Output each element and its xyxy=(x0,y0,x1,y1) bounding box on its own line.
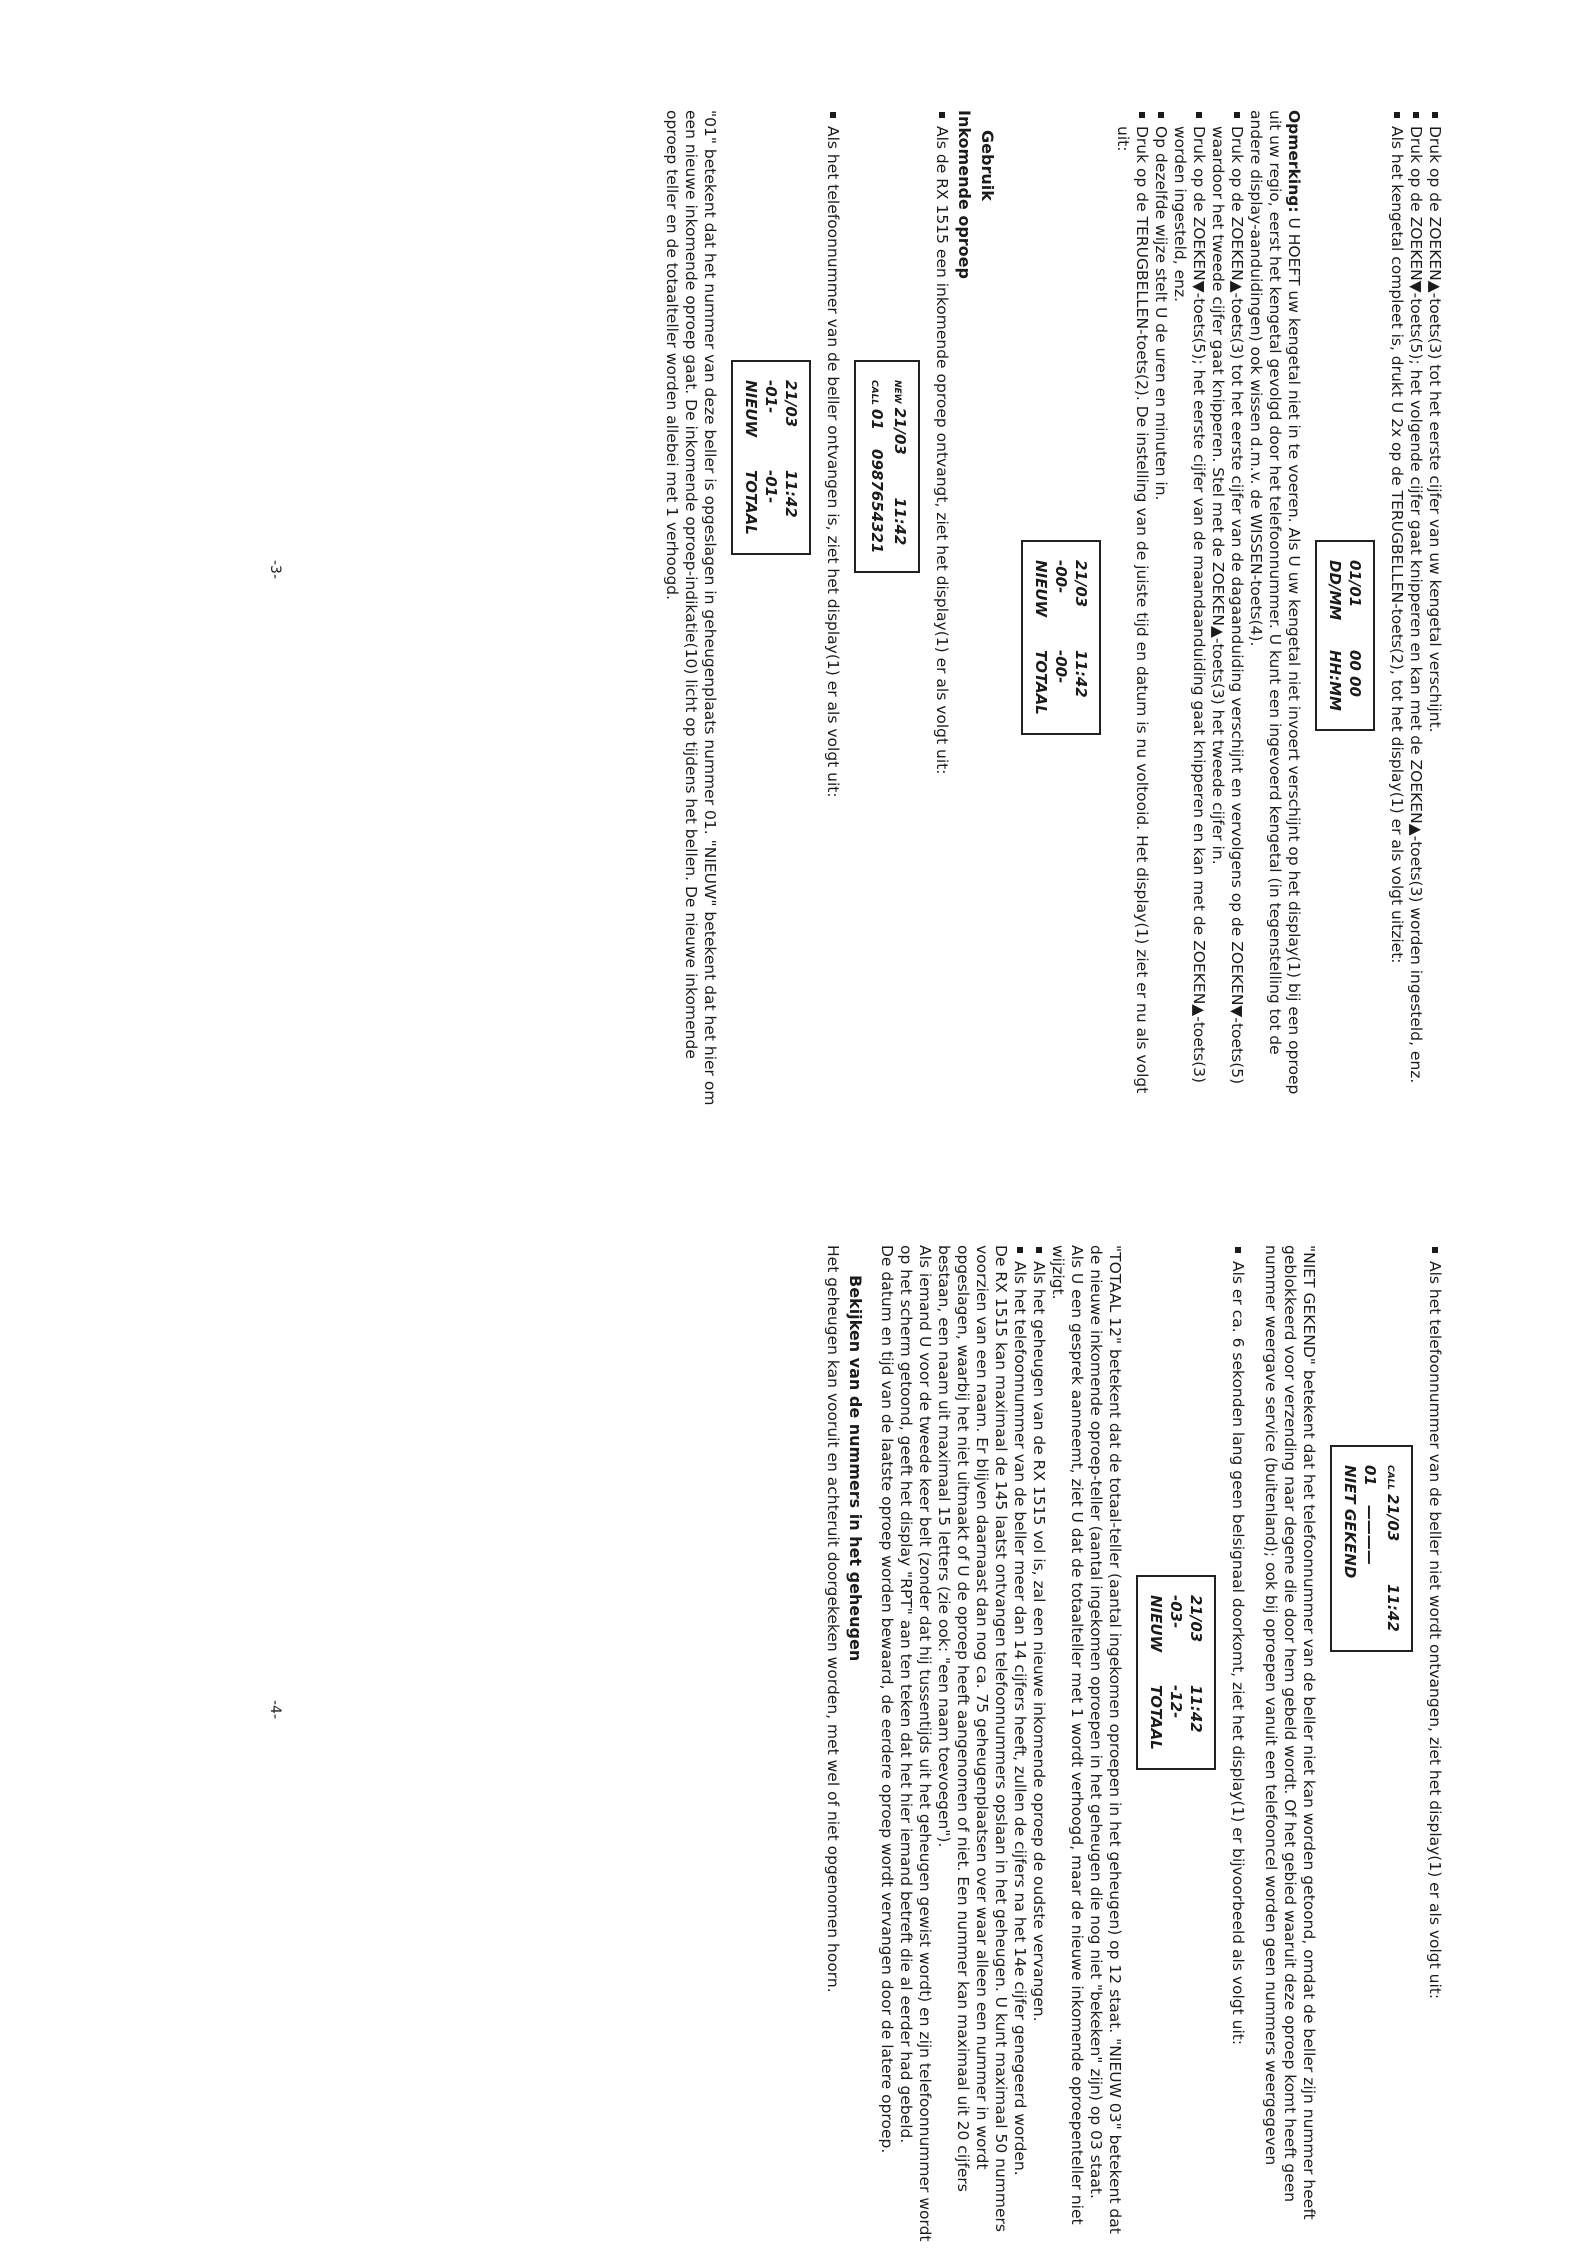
lcd-text: NIEUW xyxy=(1032,560,1050,618)
lcd-text: 11:42 xyxy=(891,497,909,546)
bullet: Druk op de TERUGBELLEN-toets(2). De instelling van de juiste tijd en datum is nu voltooid. Het display(1) ziet er nu als volgt uit: xyxy=(1113,110,1151,1110)
paragraph-datum: De datum en tijd van de laatste oproep worden bewaard, de eerdere oproep wordt vervangen door de latere oproep. xyxy=(878,1245,896,2154)
heading-bekijken: Bekijken van de nummers in het geheugen xyxy=(846,1275,865,1662)
paragraph-gesprek: Als U een gesprek aanneemt, ziet U dat de totaalteller met 1 wordt verhoogd, maar de nieuwe inkomende oproepenteller niet wijzigt. xyxy=(1049,1245,1086,2225)
lcd-text: 01 xyxy=(868,409,886,430)
lcd-text: 21/03 xyxy=(891,407,909,455)
lcd-text: TOTAAL xyxy=(742,470,760,535)
paragraph-iemand: Als iemand U voor de tweede keer belt (zonder dat hij tussentijds uit het geheugen gewist wordt) en zijn telefoonnummer wordt op het scherm getoond, geeft het display "RPT" aan ten teken dat het hier iemand betreft die al eerder had gebeld. xyxy=(897,1245,934,2242)
lcd-text: 01 xyxy=(1361,1465,1379,1486)
heading-gebruik: Gebruik xyxy=(978,130,997,201)
bullet: Als het telefoonnummer van de beller ontvangen is, ziet het display(1) er als volgt uit: xyxy=(823,110,842,1110)
bullets-mid xyxy=(1113,110,1246,1110)
lcd-text: -00- xyxy=(1052,560,1070,594)
lcd-text: 21/03 xyxy=(1072,560,1090,608)
lcd-text: TOTAAL xyxy=(1032,650,1050,715)
lcd-tag: CALL xyxy=(1385,1465,1395,1491)
bullet: Op dezelfde wijze stelt U de uren en minuten in. xyxy=(1151,110,1170,1110)
paragraph-totaal: "TOTAAL 12" betekent dat de totaal-teller (aantal ingekomen oproepen in het geheugen) op 12 staat. "NIEUW 03" betekent dat de nieuwe inkomende oproep-teller (aantal ingekomen oproepen in het geheugen die nog niet "bekeken" zijn) op 03 staat. xyxy=(1087,1245,1124,2234)
lcd-text: 00 00 xyxy=(1346,650,1364,697)
lcd-text: -03- xyxy=(1167,1595,1185,1629)
lcd-tag: NEW xyxy=(892,380,902,404)
paragraph-niet-gekend: "NIET GEKEND" betekent dat het telefoonnummer van de beller niet kan worden getoond, omdat de beller zijn nummer heeft geblokkeerd voor verzending naar degene die door hem gebeld wordt. Of het gebied waaruit deze oproep komt heeft geen nummer weergave service (buitenland); ook bij oproepen vanuit een telefooncel worden geen nummers weergegeven xyxy=(1262,1245,1318,2220)
paragraph-rx1515: De RX 1515 kan maximaal de 145 laatst ontvangen telefoonnummers opslaan in het geheugen. U kunt maximaal 50 nummers voorzien van een naam. Er blijven daarnaast dan nog ca. 75 geheugenplaatsen over waar alleen een nummer in wordt opgeslagen, waarbij het niet uitmaakt of U de oproep heeft aangenomen of niet. Een nummer kan maximaal uit 20 cijfers bestaan, een naam uit maximaal 15 letters (zie ook: "een naam toevoegen"). xyxy=(935,1245,1010,2232)
bullet: Als het geheugen van de RX 1515 vol is, zal een nieuwe inkomende oproep de oudste vervangen. xyxy=(1029,1245,1048,2245)
lcd-display-kengetal xyxy=(1315,540,1375,731)
lcd-text: -01- xyxy=(762,470,780,504)
opmerking-label: Opmerking: xyxy=(1285,110,1303,213)
bullet: Als de RX 1515 een inkomende oproep ontvangt, ziet het display(1) er als volgt uit: xyxy=(932,110,951,1110)
lcd-text: HH:MM xyxy=(1326,650,1344,711)
bullet: Als er ca. 6 sekonden lang geen belsignaal doorkomt, ziet het display(1) er bijvoorbeeld als volgt uit: xyxy=(1228,1245,1247,2245)
page-3 xyxy=(662,110,1444,1110)
lcd-text: NIEUW xyxy=(1147,1595,1165,1653)
lcd-text: NIET GEKEND xyxy=(1341,1465,1359,1579)
lcd-text: 21/03 xyxy=(1187,1595,1205,1643)
lcd-display-ontvangen xyxy=(731,360,811,555)
lcd-text: -12- xyxy=(1167,1685,1185,1719)
bullet: Als het kengetal compleet is, drukt U 2x op de TERUGBELLEN-toets(2), tot het display(1) er als volgt uitziet: xyxy=(1387,110,1406,1110)
page-number-3: -3- xyxy=(267,560,283,580)
lcd-tag: CALL xyxy=(869,380,879,406)
lcd-text: 01/01 xyxy=(1346,560,1364,608)
bullet: Druk op de ZOEKEN▼-toets(5); het volgende cijfer gaat knipperen en kan met de ZOEKEN▲-toets(3) worden ingesteld, enz. xyxy=(1406,110,1425,1110)
lcd-text: 21/03 xyxy=(782,380,800,428)
lcd-text: 0987654321 xyxy=(868,449,886,554)
bullet: Druk op de ZOEKEN▲-toets(3) tot het eerste cijfer van de dagaanduiding verschijnt en vervolgens op de ZOEKEN▼-toets(5) waardoor het tweede cijfer gaat knipperen. Stel met de ZOEKEN▲-toets(3) het tweede cijfer in. xyxy=(1208,110,1246,1110)
lcd-text: NIEUW xyxy=(742,380,760,438)
page-number-4: -4- xyxy=(267,1700,283,1720)
heading-inkomende-oproep: Inkomende oproep xyxy=(955,110,974,279)
lcd-text: DD/MM xyxy=(1326,560,1344,621)
lcd-display-tijd xyxy=(1021,540,1101,735)
lcd-text: TOTAAL xyxy=(1147,1685,1165,1750)
bullet: Druk op de ZOEKEN▲-toets(3) tot het eerste cijfer van uw kengetal verschijnt. xyxy=(1425,110,1444,1110)
bullet: Druk op de ZOEKEN▼-toets(5); het eerste cijfer van de maandaanduiding gaat knipperen en kan met de ZOEKEN▲-toets(3) worden ingesteld, enz. xyxy=(1170,110,1208,1110)
lcd-text: 11:42 xyxy=(1072,650,1090,698)
lcd-text: -01- xyxy=(762,380,780,414)
bullets-b xyxy=(1010,1245,1048,2245)
lcd-text: 11:42 xyxy=(1384,1584,1402,1632)
lcd-text: 21/03 xyxy=(1384,1494,1402,1542)
lcd-text: ———— xyxy=(1361,1505,1379,1565)
paragraph-01: "01" betekent dat het nummer van deze beller is opgeslagen in geheugenplaats nummer 01. "NIEUW" betekent dat het hier om een nieuwe inkomende oproep gaat. De inkomende oproep-indikatie(10) licht op tijdens het bellen. De nieuwe inkomende oproep teller en de totaalteller worden allebei met 1 verhoogd. xyxy=(663,110,719,1106)
lcd-display-inkomend xyxy=(854,360,920,573)
page-4 xyxy=(823,1245,1444,2245)
lcd-display-niet-gekend xyxy=(1330,1445,1413,1652)
lcd-text: 11:42 xyxy=(782,470,800,518)
bullet: Als het telefoonnummer van de beller niet wordt ontvangen, ziet het display(1) er als volgt uit: xyxy=(1425,1245,1444,2245)
paragraph-bekijken: Het geheugen kan vooruit en achteruit doorgekeken worden, met wel of niet opgenomen hoorn. xyxy=(824,1245,842,1993)
bullets-top xyxy=(1387,110,1444,1110)
lcd-display-totaal xyxy=(1136,1575,1216,1770)
lcd-text: -00- xyxy=(1052,650,1070,684)
opmerking-text: U HOEFT uw kengetal niet in te voeren. Als U uw kengetal niet invoert verschijnt op het display(1) bij een oproep uit uw regio, eerst het kengetal gevolgd door het telefoonnummer. U kunt een ingevoerd kengetal (in tegenstelling tot de andere display-aanduidingen) ook wissen d.m.v. de WISSEN-toets(4). xyxy=(1247,110,1303,1095)
bullet: Als het telefoonnummer van de beller meer dan 14 cijfers heeft, zullen de cijfers na het 14e cijfer genegeerd worden. xyxy=(1010,1245,1029,2245)
opmerking-paragraph xyxy=(1246,110,1303,1110)
lcd-text: 11:42 xyxy=(1187,1685,1205,1733)
